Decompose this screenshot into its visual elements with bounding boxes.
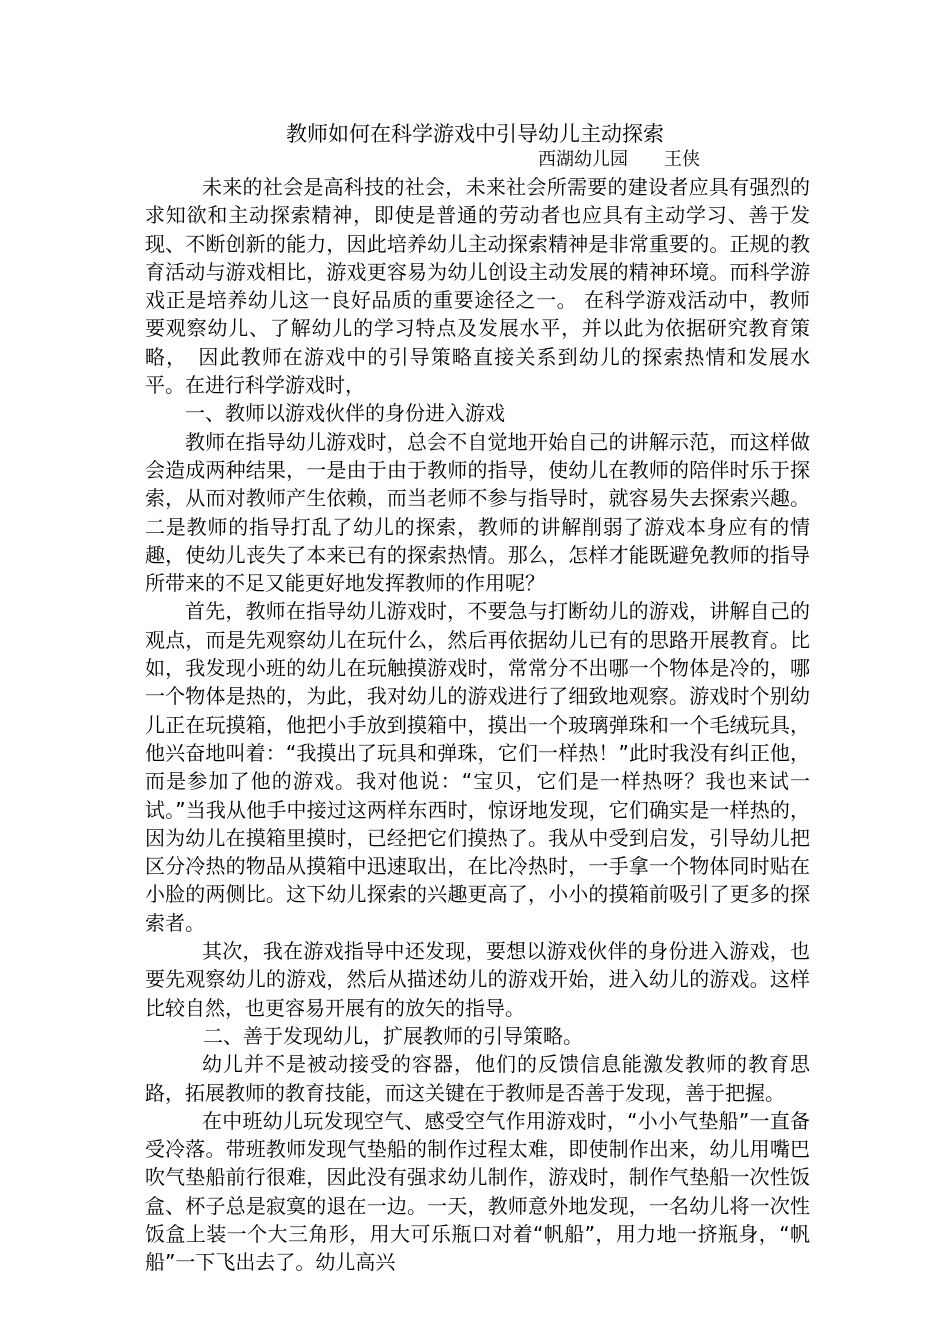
paragraph: 首先，教师在指导幼儿游戏时，不要急与打断幼儿的游戏，讲解自己的观点，而是先观察幼儿在玩什么，然后再依据幼儿已有的思路开展教育。比如，我发现小班的幼儿在玩触摸游戏时，常常分不出哪一个物体是冷的，哪一个物体是热的，为此，我对幼儿的游戏进行了细致地观察。游戏时个别幼儿正在玩摸箱，他把小手放到摸箱中，摸出一个玻璃弹珠和一个毛绒玩具，他兴奋地叫着：“我摸出了玩具和弹珠，它们一样热！”此时我没有纠正他，而是参加了他的游戏。我对他说：“宝贝，它们是一样热呀？我也来试一试。”当我从他手中接过这两样东西时，惊讶地发现，它们确实是一样热的，因为幼儿在摸箱里摸时，已经把它们摸热了。我从中受到启发，引导幼儿把区分冷热的物品从摸箱中迅速取出，在比冷热时，一手拿一个物体同时贴在小脸的两侧比。这下幼儿探索的兴趣更高了，小小的摸箱前吸引了更多的探索者。 <box>145 599 810 935</box>
section-heading-1: 一、教师以游戏伙伴的身份进入游戏 <box>185 401 505 426</box>
document-body <box>145 173 810 1277</box>
paragraph: 在中班幼儿玩发现空气、感受空气作用游戏时，“小小气垫船”一直备受冷落。带班教师发现气垫船的制作过程太难，即使制作出来，幼儿用嘴巴吹气垫船前行很难，因此没有强求幼儿制作，游戏时，制作气垫船一次性饭盒、杯子总是寂寞的退在一边。一天，教师意外地发现，一名幼儿将一次性饭盒上装一个大三角形，用大可乐瓶口对着“帆船”，用力地一挤瓶身，“帆船”一下飞出去了。幼儿高兴 <box>145 1108 810 1275</box>
paragraph: 其次，我在游戏指导中还发现，要想以游戏伙伴的身份进入游戏，也要先观察幼儿的游戏，然后从描述幼儿的游戏开始，进入幼儿的游戏。这样比较自然，也更容易开展有的放矢的指导。 <box>145 939 810 1020</box>
paragraph: 教师在指导幼儿游戏时，总会不自觉地开始自己的讲解示范，而这样做会造成两种结果，一是由于由于教师的指导，使幼儿在教师的陪伴时乐于探索，从而对教师产生依赖，而当老师不参与指导时，就容易失去探索兴趣。二是教师的指导打乱了幼儿的探索，教师的讲解削弱了游戏本身应有的情趣，使幼儿丧失了本来已有的探索热情。那么，怎样才能既避免教师的指导所带来的不足又能更好地发挥教师的作用呢？ <box>145 429 810 596</box>
section-heading-2: 二、善于发现幼儿，扩展教师的引导策略。 <box>203 1023 583 1048</box>
author-org: 西湖幼儿园 <box>538 149 628 170</box>
paragraph: 幼儿并不是被动接受的容器，他们的反馈信息能激发教师的教育思路，拓展教师的教育技能，而这关键在于教师是否善于发现，善于把握。 <box>145 1052 810 1105</box>
author-line <box>538 148 700 172</box>
paragraph-intro: 未来的社会是高科技的社会，未来社会所需要的建设者应具有强烈的求知欲和主动探索精神，即使是普通的劳动者也应具有主动学习、善于发现、不断创新的能力，因此培养幼儿主动探索精神是非常重要的。正规的教育活动与游戏相比，游戏更容易为幼儿创设主动发展的精神环境。而科学游戏正是培养幼儿这一良好品质的重要途径之一。 在科学游戏活动中，教师要观察幼儿、了解幼儿的学习特点及发展水平，并以此为依据研究教育策略， 因此教师在游戏中的引导策略直接关系到幼儿的探索热情和发展水平。在进行科学游戏时， <box>145 175 810 398</box>
document-title: 教师如何在科学游戏中引导幼儿主动探索 <box>286 122 664 146</box>
author-name: 王侠 <box>664 149 700 170</box>
